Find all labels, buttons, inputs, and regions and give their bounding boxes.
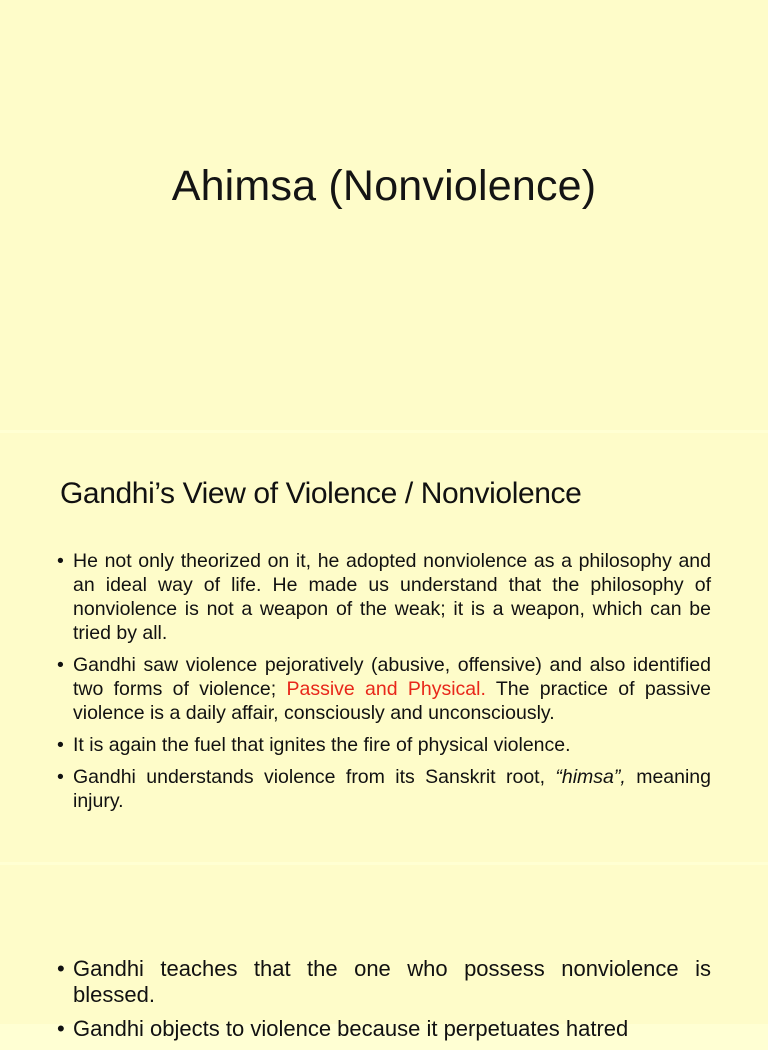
slide-title: Ahimsa (Nonviolence)	[171, 162, 597, 210]
list-item	[57, 549, 711, 645]
bullet-icon: •	[57, 550, 64, 572]
bullet-text: Gandhi objects to violence because it perpetuates hatred	[73, 1016, 629, 1041]
slide-heading: Gandhi’s View of Violence / Nonviolence	[60, 477, 582, 510]
bullet-text: Gandhi saw violence pejoratively (abusive, offensive) and also identified two forms of violence;	[73, 654, 711, 700]
bullet-icon: •	[57, 956, 65, 981]
bullet-text: It is again the fuel that ignites the fire of physical violence.	[73, 734, 571, 756]
list-item	[57, 733, 711, 757]
bullet-list	[57, 956, 711, 1050]
slide-3	[0, 865, 768, 1041]
bullet-list	[57, 549, 711, 821]
bullet-text: meaning injury.	[73, 766, 711, 812]
bullet-icon: •	[57, 734, 64, 756]
list-item	[57, 1016, 711, 1042]
list-item	[57, 765, 711, 813]
bullet-text: The practice of passive violence is a daily affair, consciously and unconsciously.	[73, 678, 711, 724]
bullet-icon: •	[57, 654, 64, 676]
bullet-text: Gandhi understands violence from its Sanskrit root,	[73, 766, 556, 788]
highlighted-text: Passive and Physical.	[286, 678, 486, 700]
list-item	[57, 653, 711, 725]
slide-1	[0, 0, 768, 430]
list-item	[57, 956, 711, 1008]
bullet-text: Gandhi teaches that the one who possess nonviolence is blessed.	[73, 956, 711, 1007]
bullet-icon: •	[57, 1016, 65, 1041]
italic-term: “himsa”,	[555, 766, 626, 788]
bullet-text: He not only theorized on it, he adopted nonviolence as a philosophy and an ideal way of life. He made us understand that the philosophy of nonviolence is not a weapon of the weak; it is a weapon, which can be tried by all.	[73, 550, 711, 644]
bullet-icon: •	[57, 766, 64, 788]
slide-2	[0, 433, 768, 862]
